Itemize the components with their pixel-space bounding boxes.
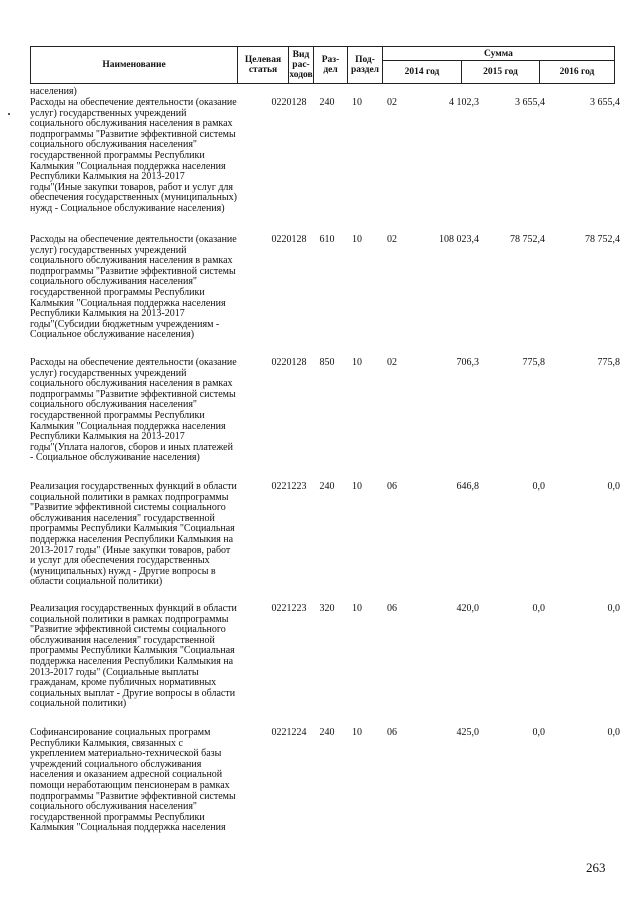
row-target: 0220128: [271, 234, 307, 245]
row-target: 0221224: [271, 727, 307, 738]
row-podrazdel: 02: [387, 97, 397, 108]
row-razdel: 10: [352, 234, 362, 245]
row-name: Реализация государственных функций в области социальной политики в рамках подпрограммы "Развитие эффективной системы социального обслуживания населения" государственной программы Республики Калмыкия "Социальная поддержка населения Республики Калмыкия на 2013-2017 годы" (Иные закупки товаров, работ и услуг для обеспечения государственных (муниципальных) нужд - Другие вопросы в области социальной политики): [30, 481, 237, 588]
header-year-2016: 2016 год: [539, 60, 615, 84]
row-2014: 420,0: [456, 603, 479, 614]
row-2014: 425,0: [456, 727, 479, 738]
header-target: Целевая статья: [237, 46, 289, 84]
row-razdel: 10: [352, 357, 362, 368]
header-podrazdel: Под- раздел: [347, 46, 383, 84]
row-podrazdel: 06: [387, 603, 397, 614]
row-vid: 240: [319, 727, 335, 738]
row-name: Расходы на обеспечение деятельности (оказание услуг) государственных учреждений социального обслуживания населения в рамках подпрограммы "Развитие эффективной системы социального обслуживания населения" государственной программы Республики Калмыкия "Социальная поддержка населения Республики Калмыкия на 2013-2017 годы"(Иные закупки товаров, работ и услуг для обеспечения государственных (муниципальных) нужд - Социальное обслуживание населения): [30, 97, 237, 214]
row-2015: 0,0: [532, 603, 545, 614]
row-name: Расходы на обеспечение деятельности (оказание услуг) государственных учреждений социального обслуживания населения в рамках подпрограммы "Развитие эффективной системы социального обслуживания населения" государственной программы Республики Калмыкия "Социальная поддержка населения Республики Калмыкия на 2013-2017 годы"(Уплата налогов, сборов и иных платежей - Социальное обслуживание населения): [30, 357, 237, 464]
row-razdel: 10: [352, 727, 362, 738]
row-2016: 3 655,4: [590, 97, 620, 108]
row-2015: 775,8: [522, 357, 545, 368]
row-target: 0221223: [271, 603, 307, 614]
row-name: Расходы на обеспечение деятельности (оказание услуг) государственных учреждений социального обслуживания населения в рамках подпрограммы "Развитие эффективной системы социального обслуживания населения" государственной программы Республики Калмыкия "Социальная поддержка населения Республики Калмыкия на 2013-2017 годы"(Субсидии бюджетным учреждениям - Социальное обслуживание населения): [30, 234, 237, 341]
row-2014: 108 023,4: [439, 234, 479, 245]
header-summa: Сумма: [382, 46, 615, 61]
row-target: 0220128: [271, 97, 307, 108]
row-2014: 646,8: [456, 481, 479, 492]
row-vid: 850: [319, 357, 335, 368]
header-name: Наименование: [30, 46, 238, 84]
row-podrazdel: 02: [387, 357, 397, 368]
row-2014: 706,3: [456, 357, 479, 368]
document-page: Наименование Целевая статья Вид рас- ходов Раз- дел Под- раздел Сумма 2014 год 2015 год 2016 год населения) Расходы на обеспечение деятельности (оказание услуг) государственных учреждений социального обслуживания населения в рамках подпрограммы "Развитие эффективной системы социального обслуживания населения" государственной программы Республики Калмыкия "Социальная поддержка населения Республики Калмыкия на 2013-2017 годы"(Иные закупки товаров, работ и услуг для обеспечения государственных (муниципальных) нужд - Социальное обслуживание населения) 0220128 240 10 02 4 102,3 3 655,4 3 655,4 Расходы на обеспечение деятельности (оказание услуг) государственных учреждений социального обслуживания населения в рамках подпрограммы "Развитие эффективной системы социального обслуживания населения" государственной программы Республики Калмыкия "Социальная поддержка населения Республики Калмыкия на 2013-2017 годы"(Субсидии бюджетным учреждениям - Социальное обслуживание населения) 0220128 610 10 02 108 023,4 78 752,4 78 752,4 Расходы на обеспечение деятельности (оказание услуг) государственных учреждений социального обслуживания населения в рамках подпрограммы "Развитие эффективной системы социального обслуживания населения" государственной программы Республики Калмыкия "Социальная поддержка населения Республики Калмыкия на 2013-2017 годы"(Уплата налогов, сборов и иных платежей - Социальное обслуживание населения) 0220128 850 10 02 706,3 775,8 775,8 Реализация государственных функций в области социальной политики в рамках подпрограммы "Развитие эффективной системы социального обслуживания населения" государственной программы Республики Калмыкия "Социальная поддержка населения Республики Калмыкия на 2013-2017 годы" (Иные закупки товаров, работ и услуг для обеспечения государственных (муниципальных) нужд - Другие вопросы в области социальной политики) 0221223 240 10 06 646,8 0,0 0,0 Реализация государственных функций в области социальной политики в рамках подпрограммы "Развитие эффективной системы социального обслуживания населения" государственной программы Республики Калмыкия "Социальная поддержка населения Республики Калмыкия на 2013-2017 годы" (Социальные выплаты гражданам, кроме публичных нормативных социальных выплат - Другие вопросы в области социальной политики) 0221223 320 10 06 420,0 0,0 0,0 Софинансирование социальных программ Республики Калмыкия, связанных с укреплением материально-технической базы учреждений социального обслуживания населения и оказанием адресной социальной помощи неработающим пенсионерам в рамках подпрограммы "Развитие эффективной системы социального обслуживания населения" государственной программы Республики Калмыкия "Социальная поддержка населения 0221224 240 10 06 425,0 0,0 0,0 263: [0, 0, 640, 905]
header-razdel: Раз- дел: [313, 46, 348, 84]
row-podrazdel: 06: [387, 481, 397, 492]
row-razdel: 10: [352, 603, 362, 614]
row-2015: 0,0: [532, 727, 545, 738]
row-target: 0220128: [271, 357, 307, 368]
row-vid: 320: [319, 603, 335, 614]
page-number: 263: [586, 860, 606, 875]
row-podrazdel: 06: [387, 727, 397, 738]
row-2016: 775,8: [597, 357, 620, 368]
row-2016: 0,0: [607, 727, 620, 738]
header-year-2015: 2015 год: [461, 60, 540, 84]
row-razdel: 10: [352, 97, 362, 108]
header-vid: Вид рас- ходов: [288, 46, 314, 84]
row-2016: 78 752,4: [585, 234, 620, 245]
row-vid: 240: [319, 481, 335, 492]
row-target: 0221223: [271, 481, 307, 492]
row-name: Реализация государственных функций в области социальной политики в рамках подпрограммы "Развитие эффективной системы социального обслуживания населения" государственной программы Республики Калмыкия "Социальная поддержка населения Республики Калмыкия на 2013-2017 годы" (Социальные выплаты гражданам, кроме публичных нормативных социальных выплат - Другие вопросы в области социальной политики): [30, 603, 237, 710]
row-2016: 0,0: [607, 481, 620, 492]
row-2014: 4 102,3: [449, 97, 479, 108]
row-2015: 3 655,4: [515, 97, 545, 108]
row-podrazdel: 02: [387, 234, 397, 245]
row-razdel: 10: [352, 481, 362, 492]
scan-speck: [8, 113, 10, 115]
header-year-2014: 2014 год: [382, 60, 462, 84]
row-vid: 240: [319, 97, 335, 108]
row-vid: 610: [319, 234, 335, 245]
row-name: Софинансирование социальных программ Республики Калмыкия, связанных с укреплением материально-технической базы учреждений социального обслуживания населения и оказанием адресной социальной помощи неработающим пенсионерам в рамках подпрограммы "Развитие эффективной системы социального обслуживания населения" государственной программы Республики Калмыкия "Социальная поддержка населения: [30, 727, 236, 834]
row-2015: 78 752,4: [510, 234, 545, 245]
row-2015: 0,0: [532, 481, 545, 492]
row-2016: 0,0: [607, 603, 620, 614]
